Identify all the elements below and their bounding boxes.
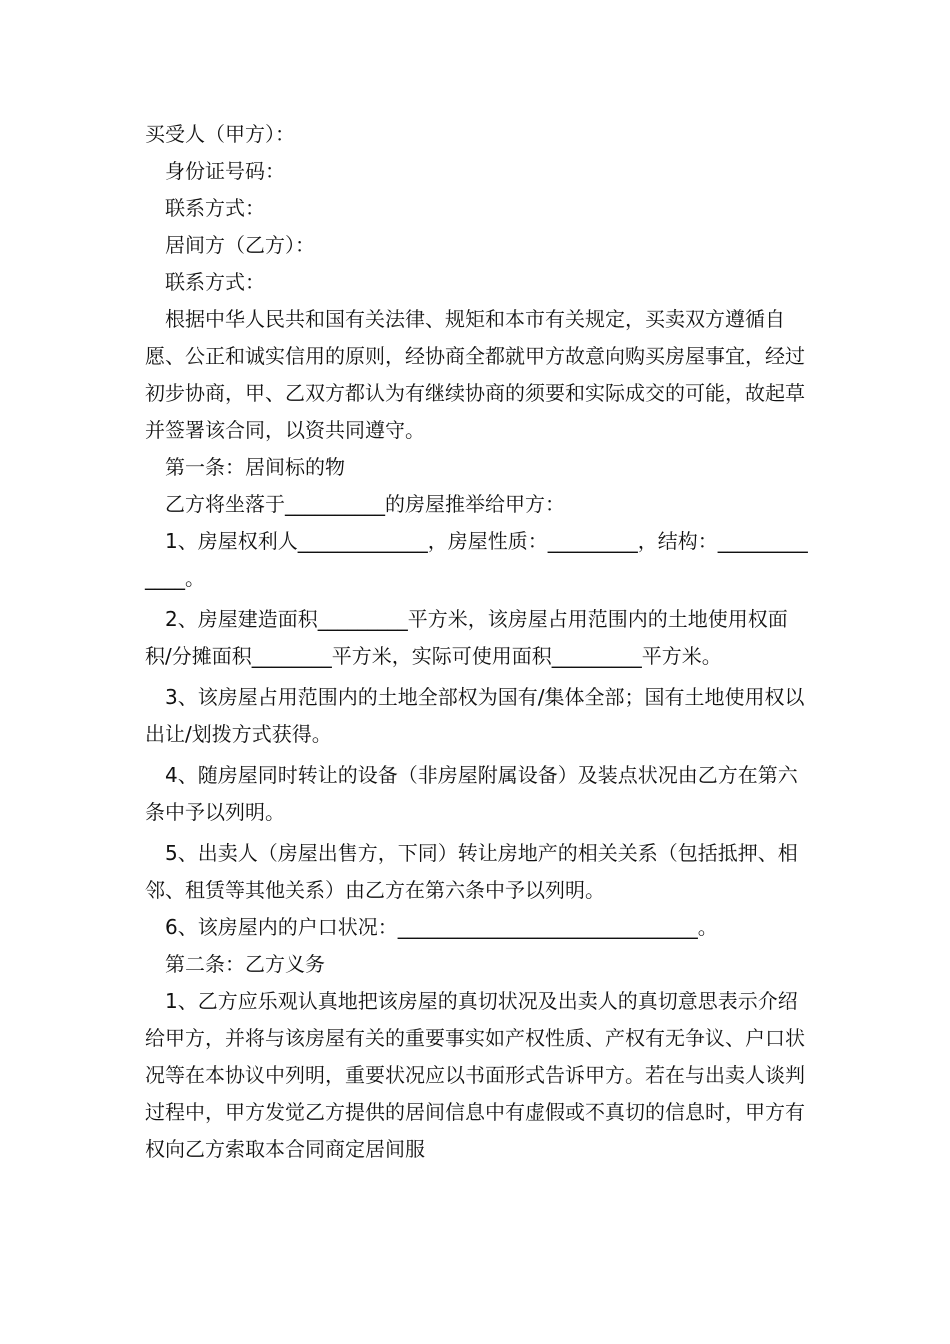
article-two-heading: 第二条：乙方义务 xyxy=(145,952,325,976)
preamble-paragraph: 根据中华人民共和国有关法律、规矩和本市有关规定，买卖双方遵循自愿、公正和诚实信用的原则，经协商全都就甲方故意向购买房屋事宜，经过初步协商，甲、乙双方都认为有继续协商的须要和实际成交的可能，故起草并签署该合同，以资共同遵守。 xyxy=(145,307,805,442)
article-one-item-1: 1、房屋权利人_____________，房屋性质：_________，结构：_____________。 xyxy=(145,529,808,590)
article-one-item-2: 2、房屋建造面积_________平方米，该房屋占用范围内的土地使用权面积/分摊面积________平方米，实际可使用面积_________平方米。 xyxy=(145,607,788,668)
article-one-item-4: 4、随房屋同时转让的设备（非房屋附属设备）及装点状况由乙方在第六条中予以列明。 xyxy=(145,763,798,824)
buyer-party-line: 买受人（甲方）： xyxy=(145,122,295,146)
article-one-item-6: 6、该房屋内的户口状况：______________________________。 xyxy=(145,915,718,939)
article-one-item-3: 3、该房屋占用范围内的土地全部权为国有/集体全部；国有土地使用权以出让/划拨方式获得。 xyxy=(145,685,805,746)
article-two-item-1: 1、乙方应乐观认真地把该房屋的真切状况及出卖人的真切意思表示介绍给甲方，并将与该房屋有关的重要事实如产权性质、产权有无争议、户口状况等在本协议中列明，重要状况应以书面形式告诉甲方。若在与出卖人谈判过程中，甲方发觉乙方提供的居间信息中有虚假或不真切的信息时，甲方有权向乙方索取本合同商定居间服 xyxy=(145,989,805,1161)
document-body xyxy=(145,116,810,1168)
buyer-contact-line: 联系方式： xyxy=(145,196,265,220)
article-one-heading: 第一条：居间标的物 xyxy=(145,455,345,479)
article-one-item-5: 5、出卖人（房屋出售方，下同）转让房地产的相关关系（包括抵押、相邻、租赁等其他关系）由乙方在第六条中予以列明。 xyxy=(145,841,798,902)
article-one-intro: 乙方将坐落于__________的房屋推举给甲方： xyxy=(145,492,565,516)
buyer-id-number-line: 身份证号码： xyxy=(145,159,285,183)
intermediary-contact-line: 联系方式： xyxy=(145,270,265,294)
intermediary-party-line: 居间方（乙方）： xyxy=(145,233,315,257)
